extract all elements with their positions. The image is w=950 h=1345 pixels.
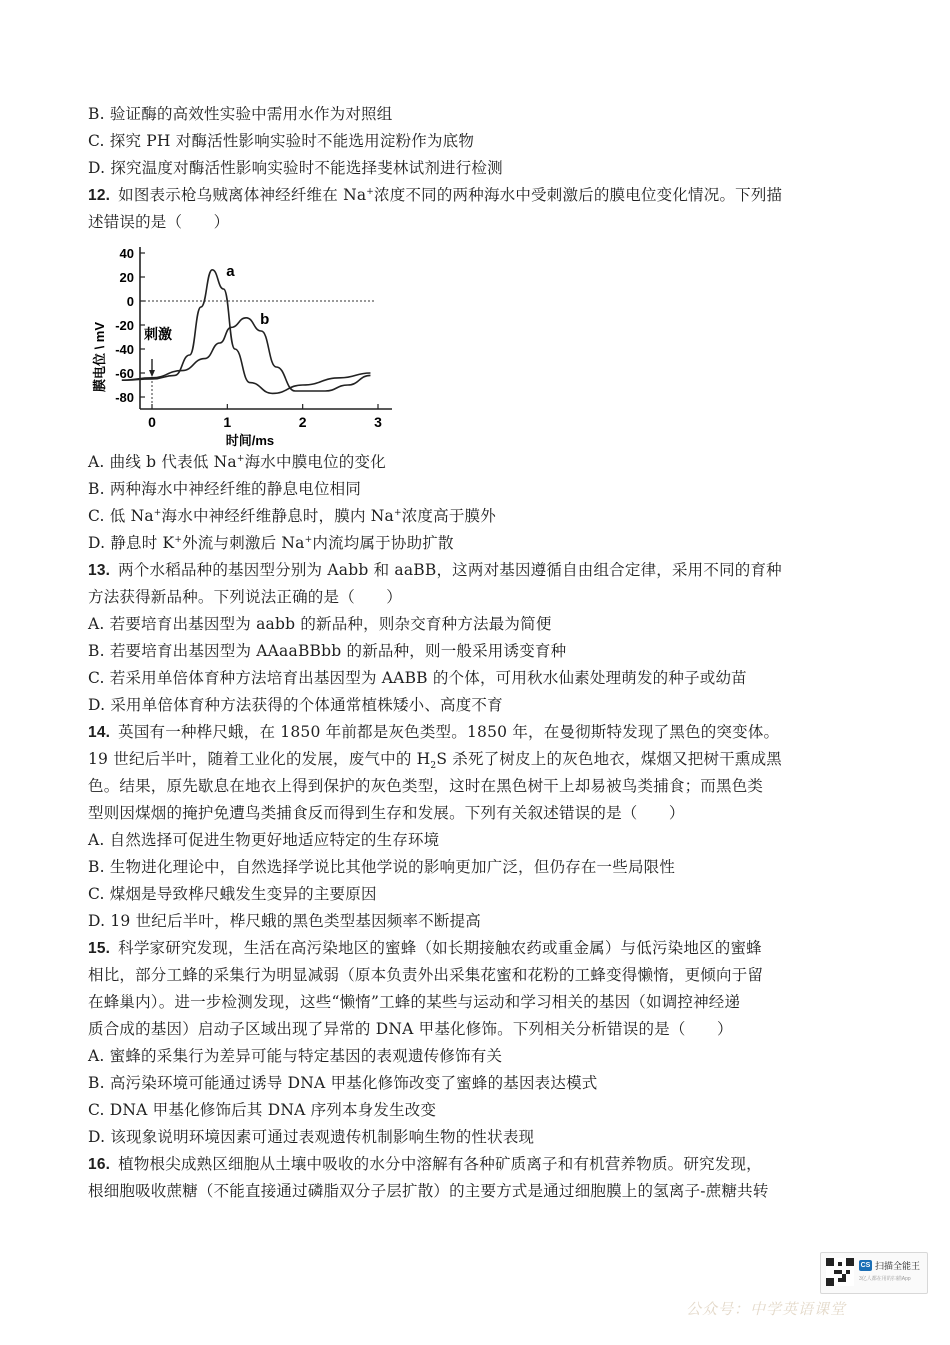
stem-text: 浓度不同的两种海水中受刺激后的膜电位变化情况。下列描 (374, 186, 783, 204)
option-12-A: A. 曲线 b 代表低 Na+海水中膜电位的变化 (88, 453, 386, 471)
camscanner-logo: CS (860, 1262, 871, 1269)
y-tick-label: -80 (115, 390, 134, 405)
x-tick-label: 2 (298, 414, 307, 430)
x-tick-label: 3 (374, 414, 382, 430)
curve-label-a: a (226, 262, 235, 280)
option-13-B: B. 若要培育出基因型为 AAaaBBbb 的新品种，则一般采用诱变育种 (88, 642, 567, 660)
question-14-stem-cont: 型则因煤烟的掩护免遭鸟类捕食反而得到生存和发展。下列有关叙述错误的是（ ） (88, 804, 685, 822)
curve-label-b: b (260, 310, 270, 328)
option-15-B: B. 高污染环境可能通过诱导 DNA 甲基化修饰改变了蜜蜂的基因表达模式 (88, 1074, 598, 1092)
app-name: 扫描全能王 (875, 1261, 921, 1271)
x-axis-label: 时间/ms (225, 433, 275, 448)
x-tick-label: 1 (223, 414, 232, 430)
option-12-D: D. 静息时 K+外流与刺激后 Na+内流均属于协助扩散 (88, 534, 454, 552)
y-tick-label: 20 (119, 270, 134, 285)
question-12-stem-cont: 述错误的是（ ） (88, 213, 230, 231)
question-13-stem-cont: 方法获得新品种。下列说法正确的是（ ） (88, 588, 403, 606)
chart-axes (140, 247, 392, 409)
question-14-stem-cont: 19 世纪后半叶，随着工业化的发展，废气中的 $H_2S$ 杀死了树皮上的灰色地衣，煤烟又把树干熏成黑 (88, 750, 782, 772)
watermark: 公众号：中学英语课堂 (686, 1300, 847, 1318)
stimulus-label: 刺激 (144, 326, 172, 342)
question-15-stem-cont: 在蜂巢内）。进一步检测发现，这些“懒惰”工蜂的某些与运动和学习相关的基因（如调控神经递 (88, 993, 741, 1011)
question-12-stem (88, 184, 782, 207)
option-15-C: C. DNA 甲基化修饰后其 DNA 序列本身发生改变 (88, 1101, 437, 1119)
membrane-potential-chart (88, 237, 408, 452)
option-line: C. 探究 PH 对酶活性影响实验时不能选用淀粉作为底物 (88, 132, 475, 150)
question-number: 15. (88, 940, 111, 957)
scanner-badge (820, 1252, 928, 1294)
y-tick-label: 40 (119, 246, 134, 261)
question-15-stem: 15. 科学家研究发现，生活在高污染地区的蜜蜂（如长期接触农药或重金属）与低污染地区的蜜蜂 (88, 939, 762, 957)
option-14-A: A. 自然选择可促进生物更好地适应特定的生存环境 (88, 831, 440, 849)
y-axis-label: 膜电位 \ mV (92, 321, 107, 393)
option-14-C: C. 煤烟是导致桦尺蛾发生变异的主要原因 (88, 885, 377, 903)
option-13-A: A. 若要培育出基因型为 aabb 的新品种，则杂交育种方法最为简便 (88, 615, 552, 633)
y-tick-label: -40 (115, 342, 134, 357)
question-number: 16. (88, 1156, 111, 1173)
y-tick-label: -20 (115, 318, 134, 333)
x-tick-label: 0 (148, 414, 156, 430)
question-number: 13. (88, 562, 111, 579)
question-15-stem-cont: 质合成的基因）启动子区域出现了异常的 DNA 甲基化修饰。下列相关分析错误的是（ ） (88, 1020, 733, 1038)
option-12-B: B. 两种海水中神经纤维的静息电位相同 (88, 480, 362, 498)
y-tick-label: 0 (126, 294, 134, 309)
question-number: 14. (88, 724, 111, 741)
stem-text: 如图表示枪乌贼离体神经纤维在 Na (118, 186, 367, 204)
question-14-stem: 14. 英国有一种桦尺蛾，在 1850 年前都是灰色类型。1850 年，在曼彻斯特发现了黑色的突变体。 (88, 723, 780, 741)
option-line: D. 探究温度对酶活性影响实验时不能选择斐林试剂进行检测 (88, 159, 503, 177)
question-14-stem-cont: 色。结果，原先歇息在地衣上得到保护的灰色类型，这时在黑色树干上却易被鸟类捕食；而黑色类 (88, 777, 764, 795)
option-13-D: D. 采用单倍体育种方法获得的个体通常植株矮小、高度不育 (88, 696, 503, 714)
option-13-C: C. 若采用单倍体育种方法培育出基因型为 AABB 的个体，可用秋水仙素处理萌发的种子或幼苗 (88, 669, 747, 687)
app-tagline: 3亿人都在用的扫描App (859, 1276, 911, 1282)
question-16-stem-cont: 根细胞吸收蔗糖（不能直接通过磷脂双分子层扩散）的主要方式是通过细胞膜上的氢离子-蔗糖共转 (88, 1182, 769, 1200)
question-15-stem-cont: 相比，部分工蜂的采集行为明显减弱（原本负责外出采集花蜜和花粉的工蜂变得懒惰，更倾向于留 (88, 966, 764, 984)
qr-code-icon (826, 1258, 854, 1286)
stimulus-arrowhead (149, 370, 155, 377)
question-16-stem: 16. 植物根尖成熟区细胞从土壤中吸收的水分中溶解有各种矿质离子和有机营养物质。研究发现， (88, 1155, 762, 1173)
option-15-D: D. 该现象说明环境因素可通过表观遗传机制影响生物的性状表现 (88, 1128, 535, 1146)
question-number: 12. (88, 187, 111, 204)
option-12-C: C. 低 Na+海水中神经纤维静息时，膜内 Na+浓度高于膜外 (88, 507, 496, 525)
y-tick-label: -60 (115, 366, 134, 381)
superscript: + (366, 186, 375, 197)
option-14-D: D. 19 世纪后半叶，桦尺蛾的黑色类型基因频率不断提高 (88, 912, 481, 930)
question-13-stem: 13. 两个水稻品种的基因型分别为 Aabb 和 aaBB，这两对基因遵循自由组合定律，采用不同的育种 (88, 561, 782, 579)
option-line: B. 验证酶的高效性实验中需用水作为对照组 (88, 105, 393, 123)
option-15-A: A. 蜜蜂的采集行为差异可能与特定基因的表观遗传修饰有关 (88, 1047, 503, 1065)
option-14-B: B. 生物进化理论中，自然选择学说比其他学说的影响更加广泛，但仍存在一些局限性 (88, 858, 676, 876)
